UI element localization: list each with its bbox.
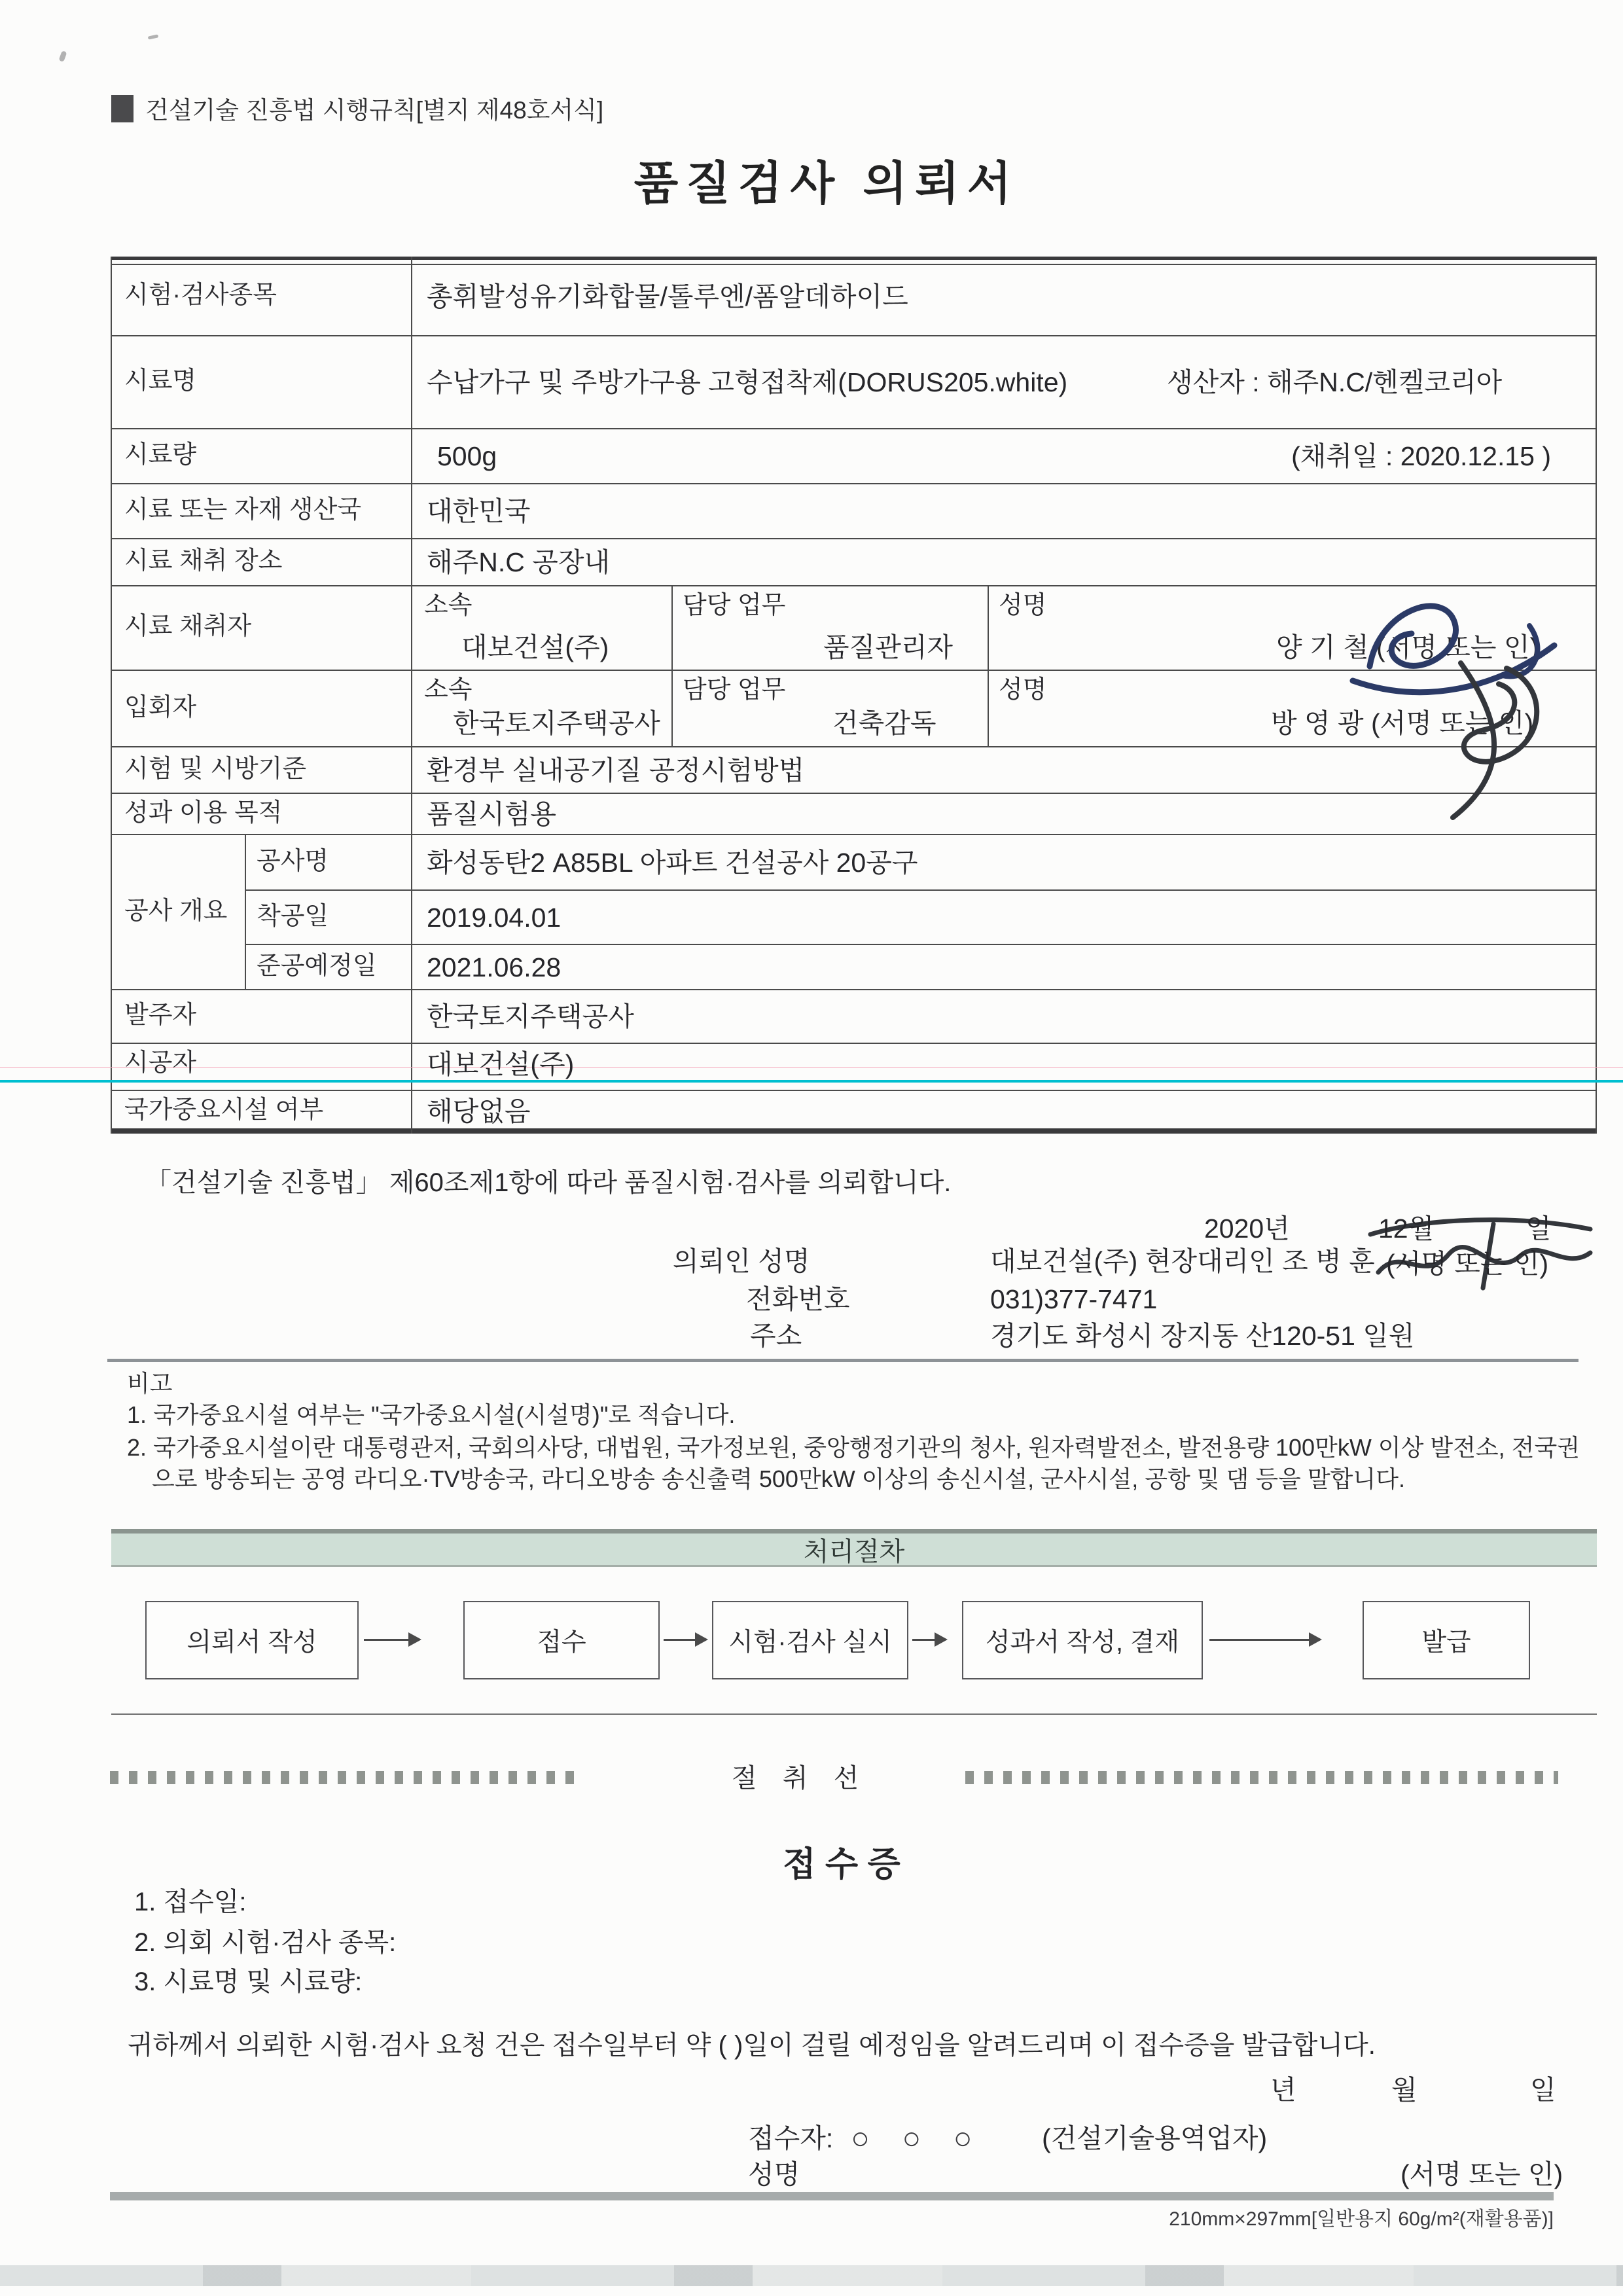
table-line: [111, 428, 1597, 429]
sub-row-label: 공사명: [257, 848, 329, 875]
row-label: 시료 채취 장소: [124, 547, 283, 575]
receipt-title: 접 수 증: [783, 1846, 901, 1884]
receipt-sign-note: (서명 또는 인): [1400, 2159, 1563, 2189]
requester-label: 의뢰인 성명: [673, 1246, 810, 1276]
process-step-box: [145, 1601, 359, 1679]
col-header: 소속: [424, 676, 473, 704]
row-value: 2019.04.01: [427, 903, 562, 933]
process-title-bar: [111, 1529, 1597, 1567]
row-value: 500g: [437, 441, 497, 471]
table-line: [111, 335, 1597, 336]
col-header: 소속: [424, 592, 473, 619]
table-line: [111, 793, 1597, 794]
table-top-border: [111, 257, 1597, 260]
row-label: 시공자: [124, 1049, 197, 1077]
remarks-block: [127, 1368, 1583, 1495]
sampler-duty: 품질관리자: [823, 632, 954, 662]
process-step-label: 접수: [537, 1628, 586, 1657]
phone-label: 전화번호: [746, 1284, 850, 1314]
flow-arrow-icon: [364, 1639, 408, 1641]
requester-sign-note: (서명 또는 인): [1386, 1249, 1549, 1279]
row-label: 시료명: [124, 367, 197, 395]
request-month: 12월: [1378, 1213, 1435, 1244]
row-label: 시료 또는 자재 생산국: [124, 496, 362, 524]
table-line: [245, 944, 1597, 945]
scan-pink-line: [0, 1067, 1623, 1068]
scan-speck: [59, 50, 67, 62]
table-line: [988, 585, 989, 746]
remarks-item-2: 2. 국가중요시설이란 대통령관저, 국회의사당, 대법원, 국가정보원, 중앙행정기관의 청사, 원자력발전소, 발전용량 100만kW 이상 발전소, 전국권으로 방송되는 공영 라디오·TV방송국, 라디오방송 송신출력 500만kW 이상의 송신시설, 군사시설, 공항 및 댐 등을 말합니다.: [127, 1434, 1580, 1492]
section-divider: [107, 1359, 1578, 1362]
table-line: [111, 746, 1597, 747]
row-label: 국가중요시설 여부: [124, 1096, 324, 1124]
row-value: 환경부 실내공기질 공정시험방법: [427, 755, 805, 785]
row-value: 품질시험용: [427, 799, 557, 829]
process-step-box: [962, 1601, 1203, 1679]
scan-bottom-band: [0, 2265, 1623, 2286]
col-header: 성명: [999, 676, 1047, 704]
scan-cyan-line: [0, 1080, 1623, 1083]
receipt-item: 2. 의회 시험·검사 종목:: [134, 1928, 397, 1957]
table-line: [111, 1090, 1597, 1091]
row-value: 대보건설(주): [427, 1049, 575, 1079]
process-step-box: [463, 1601, 660, 1679]
receiver-circles: ○ ○ ○: [851, 2121, 984, 2156]
address-label: 주소: [750, 1321, 802, 1351]
row-value: 수납가구 및 주방가구용 고형접착제(DORUS205.white): [427, 367, 1068, 397]
cutline-dashes: [110, 1771, 584, 1784]
remarks-title: 비고: [127, 1370, 173, 1397]
receipt-year: 년: [1270, 2075, 1296, 2105]
table-line: [1596, 257, 1597, 1134]
collect-date: (채취일 : 2020.12.15 ): [1291, 441, 1551, 471]
witness-signature: [1407, 658, 1571, 825]
witness-org: 한국토지주택공사: [453, 708, 660, 738]
table-line: [111, 1043, 1597, 1044]
row-value: 한국토지주택공사: [427, 1001, 634, 1031]
cutline-dashes: [965, 1771, 1558, 1784]
row-value: 대한민국: [427, 496, 531, 526]
producer-value: 생산자 : 해주N.C/헨켈코리아: [1167, 367, 1503, 397]
page-title: 품질검사 의뢰서: [633, 158, 1020, 209]
row-value: 2021.06.28: [427, 952, 562, 982]
receipt-item: 1. 접수일:: [134, 1888, 247, 1916]
receiver-org: (건설기술용역업자): [1042, 2123, 1268, 2153]
form-regulation-note: [111, 90, 603, 126]
receipt-notice: 귀하께서 의뢰한 시험·검사 요청 건은 접수일부터 약 ( )일이 걸릴 예정임을 알려드리며 이 접수증을 발급합니다.: [128, 2031, 1376, 2060]
table-line: [111, 483, 1597, 484]
table-line: [111, 257, 112, 1134]
sampler-org: 대보건설(주): [461, 632, 609, 662]
receipt-day: 일: [1530, 2075, 1556, 2105]
process-step-label: 성과서 작성, 결재: [985, 1628, 1180, 1657]
sub-row-label: 착공일: [257, 903, 329, 930]
process-title: 처리절차: [803, 1537, 905, 1566]
row-label: 발주자: [124, 1001, 197, 1029]
footer-bar: [110, 2192, 1554, 2200]
col-header: 담당 업무: [683, 592, 786, 619]
phone-value: 031)377-7471: [990, 1284, 1158, 1314]
flow-arrow-icon: [912, 1639, 935, 1641]
table-bottom-border: [111, 1128, 1597, 1134]
row-label: 시료 채취자: [124, 613, 252, 640]
flow-arrow-icon: [1209, 1639, 1309, 1641]
table-line: [111, 989, 1597, 990]
table-line: [671, 585, 673, 746]
witness-duty: 건축감독: [832, 708, 936, 738]
table-line: [111, 264, 1597, 265]
row-value: 해당없음: [427, 1096, 531, 1126]
remarks-item-1: 1. 국가중요시설 여부는 "국가중요시설(시설명)"로 적습니다.: [127, 1401, 736, 1428]
receiver-label: 접수자:: [748, 2123, 834, 2153]
cutline-label: 절 취 선: [732, 1764, 868, 1793]
row-label: 공사 개요: [124, 897, 228, 925]
receipt-item: 3. 시료명 및 시료량:: [134, 1967, 363, 1996]
scan-speck: [148, 34, 159, 39]
row-label: 시험·검사종목: [124, 281, 277, 309]
request-year: 2020년: [1204, 1213, 1290, 1244]
process-step-label: 시험·검사 실시: [728, 1628, 892, 1657]
requester-value: 대보건설(주) 현장대리인 조 병 훈: [990, 1246, 1375, 1276]
flow-arrow-icon: [664, 1639, 695, 1641]
black-square-icon: [111, 95, 134, 122]
row-value: 화성동탄2 A85BL 아파트 건설공사 20공구: [427, 848, 918, 878]
process-step-label: 의뢰서 작성: [187, 1628, 317, 1657]
table-line: [245, 834, 246, 989]
table-line: [245, 889, 1597, 891]
process-step-box: [712, 1601, 908, 1679]
row-label: 시험 및 시방기준: [124, 755, 307, 783]
paper-spec: 210mm×297mm[일반용지 60g/m²(재활용품)]: [1169, 2208, 1554, 2230]
table-line: [411, 257, 412, 1134]
receipt-name-label: 성명: [748, 2159, 800, 2189]
request-day: 일: [1525, 1213, 1552, 1244]
col-header: 성명: [999, 592, 1047, 619]
table-line: [111, 834, 1597, 835]
row-label: 성과 이용 목적: [124, 799, 283, 827]
row-value: 해주N.C 공장내: [427, 547, 611, 577]
witness-name: 방 영 광 (서명 또는 인): [1271, 708, 1534, 738]
col-header: 담당 업무: [683, 676, 786, 704]
row-value: 총휘발성유기화합물/톨루엔/폼알데하이드: [427, 281, 908, 312]
process-step-label: 발급: [1421, 1628, 1471, 1657]
address-value: 경기도 화성시 장지동 산120-51 일원: [990, 1321, 1415, 1351]
sampler-name: 양 기 철 (서명 또는 인): [1276, 632, 1539, 662]
request-statement: 「건설기술 진흥법」 제60조제1항에 따라 품질시험·검사를 의뢰합니다.: [145, 1168, 952, 1197]
table-line: [111, 538, 1597, 539]
sub-row-label: 준공예정일: [257, 952, 377, 980]
row-label: 입회자: [124, 694, 197, 721]
row-label: 시료량: [124, 441, 197, 469]
process-step-box: [1363, 1601, 1530, 1679]
receipt-month: 월: [1391, 2075, 1418, 2105]
form-regulation-text: 건설기술 진흥법 시행규칙[별지 제48호서식]: [145, 97, 604, 124]
section-divider: [111, 1713, 1597, 1715]
